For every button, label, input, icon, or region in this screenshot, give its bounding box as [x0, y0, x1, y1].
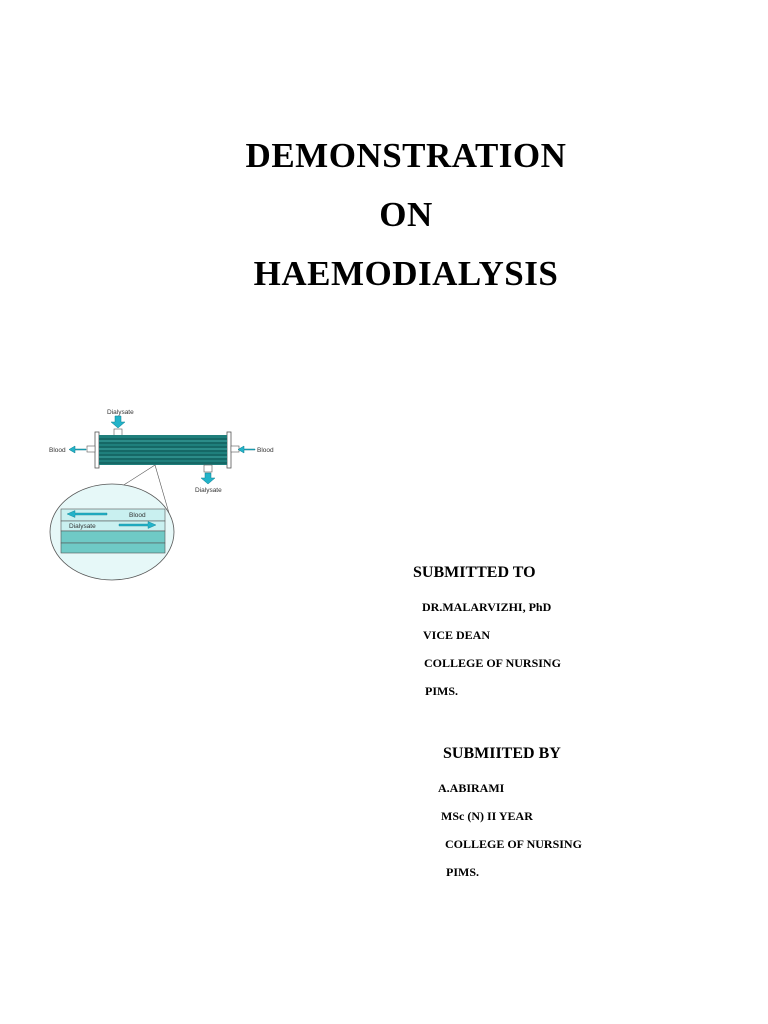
blood-out-port — [87, 446, 95, 452]
submitted-by-name: A.ABIRAMI — [438, 781, 505, 795]
inset-dialysate-label: Dialysate — [69, 523, 96, 530]
submitted-to-designation: VICE DEAN — [423, 628, 491, 642]
submitted-to-college: COLLEGE OF NURSING — [424, 656, 561, 670]
blood-in-label: Blood — [257, 447, 274, 454]
submitted-by-college: COLLEGE OF NURSING — [445, 837, 582, 851]
submitted-to-name: DR.MALARVIZHI, PhD — [422, 600, 552, 614]
dialysate-in-arrow — [111, 416, 125, 428]
submitted-to-heading: SUBMITTED TO — [413, 564, 536, 581]
inset-blood-label: Blood — [129, 512, 146, 519]
submitted-to-institution: PIMS. — [425, 684, 458, 698]
title-line-2: ON — [379, 195, 433, 234]
submitted-by-institution: PIMS. — [446, 865, 479, 879]
dialysate-out-label: Dialysate — [195, 487, 222, 494]
inset-layer-3 — [61, 531, 165, 543]
blood-in-arrow — [238, 446, 255, 453]
submitted-by-course: MSc (N) II YEAR — [441, 809, 533, 823]
right-end-cap — [227, 432, 231, 468]
fiber-bundle — [99, 435, 227, 465]
dialyzer-svg — [45, 402, 285, 584]
title-line-1: DEMONSTRATION — [245, 136, 567, 175]
dialyzer-diagram — [45, 402, 285, 584]
blood-in-port — [231, 446, 239, 452]
title-line-3: HAEMODIALYSIS — [253, 254, 559, 293]
dialysate-in-port — [114, 429, 122, 436]
submitted-by-heading: SUBMIITED BY — [443, 745, 561, 762]
blood-out-label: Blood — [49, 447, 66, 454]
fiber-lines — [99, 439, 227, 463]
dialysate-out-arrow — [201, 473, 215, 484]
dialysate-in-label: Dialysate — [107, 409, 134, 416]
dialysate-out-port — [204, 465, 212, 472]
inset-layer-4 — [61, 543, 165, 553]
left-end-cap — [95, 432, 99, 468]
blood-out-arrow — [69, 446, 86, 453]
